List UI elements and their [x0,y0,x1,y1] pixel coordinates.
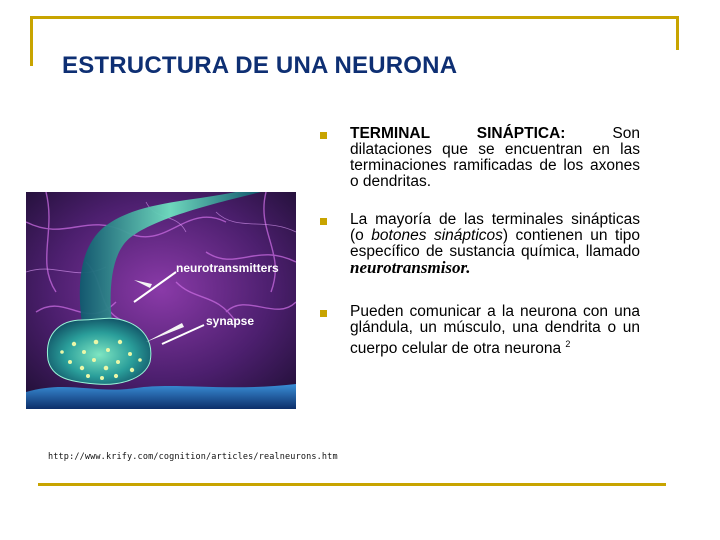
bullet-text [350,212,640,277]
source-url: http://www.krify.com/cognition/articles/realneurons.htm [48,452,338,462]
footnote-reference: 2 [565,339,571,349]
square-bullet-icon [320,132,327,139]
square-bullet-icon [320,218,327,225]
bullet-item [316,126,640,190]
neurotransmitters-label: neurotransmitters [176,261,279,275]
bullet-item [316,304,640,357]
text-segment: La mayoría de las terminales sinápticas (o [350,211,640,244]
bullet-list [316,126,640,357]
italic-term: botones sinápticos [371,227,503,244]
frame-top-line [30,16,679,19]
bullet-item [316,212,640,277]
text-segment: Pueden comunicar a la neurona con una glándula, un músculo, una dendrita o un cuerpo celular de otra neurona [350,303,640,358]
synapse-label: synapse [206,314,255,328]
frame-left-line [30,16,33,66]
bullet-text [350,304,640,357]
term-label: TERMINAL SINÁPTICA: [350,125,566,142]
frame-bottom-line [38,483,666,486]
neurotransmisor-term: neurotransmisor. [350,258,471,277]
synapse-illustration [26,192,296,409]
square-bullet-icon [320,310,327,317]
text-segment: ) contienen un tipo específico de sustancia química, llamado [350,227,641,260]
frame-right-line [676,16,679,50]
slide-title: ESTRUCTURA DE UNA NEURONA [62,52,458,79]
bullet-text [350,126,640,190]
term-definition: Son dilataciones que se encuentran en las terminaciones ramificadas de los axones o dendritas. [350,125,640,190]
